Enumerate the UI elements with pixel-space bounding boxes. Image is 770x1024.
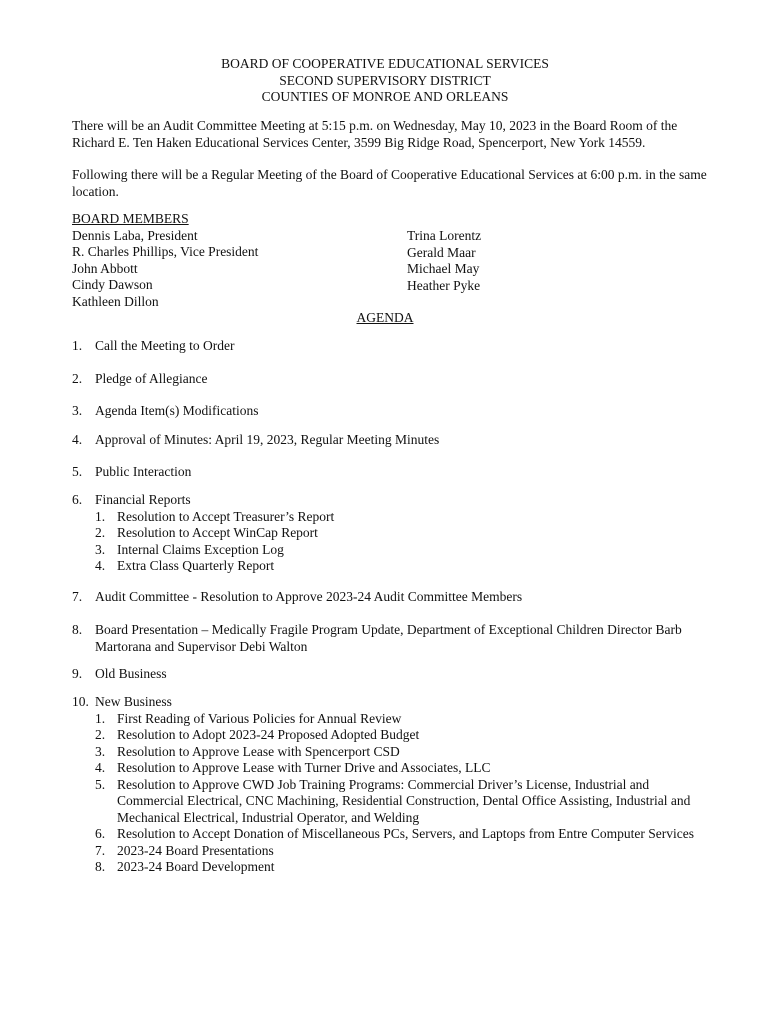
agenda-item-number: 10. [72, 694, 89, 709]
agenda-subitem [95, 826, 712, 843]
agenda-subitem-number: 1. [95, 508, 106, 524]
agenda-subitem [95, 760, 712, 777]
board-member: Michael May [407, 261, 480, 276]
header-line-2: SECOND SUPERVISORY DISTRICT [279, 72, 491, 88]
agenda-item-text: Old Business [95, 666, 167, 681]
agenda-item-text: Pledge of Allegiance [95, 371, 208, 386]
agenda-subitem-number: 8. [95, 859, 106, 874]
agenda-subitem-text: Resolution to Approve CWD Job Training Programs: Commercial Driver’s License, Industrial and Commercial Electrical, CNC Machining, Residential Construction, Dental Office Assisting, Industrial and Mechanical Electrical, Industrial Operator, and Welding [117, 776, 691, 825]
board-member: Kathleen Dillon [72, 293, 159, 309]
agenda-subitem [95, 509, 712, 526]
agenda-item-number: 4. [72, 432, 83, 447]
agenda-subitem-text: First Reading of Various Policies for Annual Review [117, 710, 402, 726]
agenda-item [72, 403, 712, 420]
agenda-subitem-number: 4. [95, 760, 106, 775]
board-member: Dennis Laba, President [72, 227, 198, 243]
board-members-right [407, 228, 481, 294]
audit-meeting-paragraph: There will be an Audit Committee Meeting at 5:15 p.m. on Wednesday, May 10, 2023 in the Board Room of the Richard E. Ten Haken Educational Services Center, 3599 Big Ridge Road, Spencerport, New York 14559. [72, 118, 678, 150]
agenda-subitem-number: 3. [95, 541, 106, 557]
agenda-subitem [95, 777, 712, 827]
agenda-subitem-text: Internal Claims Exception Log [117, 541, 284, 557]
agenda-item-text: Approval of Minutes: April 19, 2023, Regular Meeting Minutes [95, 432, 440, 447]
agenda-subitem-text: Resolution to Accept Donation of Miscellaneous PCs, Servers, and Laptops from Entre Computer Services [117, 826, 695, 841]
agenda-subitem [95, 727, 712, 744]
agenda-subitem-text: Resolution to Accept WinCap Report [117, 525, 318, 540]
agenda-subitem [95, 542, 712, 559]
agenda-subitem [95, 843, 712, 860]
agenda-subitem [95, 711, 712, 728]
agenda-item-number: 9. [72, 666, 83, 681]
agenda-item-number: 6. [72, 492, 83, 507]
agenda-item [72, 589, 712, 606]
agenda-subitem-text: 2023-24 Board Presentations [117, 842, 274, 858]
agenda-subitem-number: 1. [95, 710, 106, 726]
board-member: Heather Pyke [407, 277, 481, 293]
agenda-subitem-text: Resolution to Approve Lease with Turner Drive and Associates, LLC [117, 760, 491, 775]
agenda-subitem [95, 558, 712, 575]
agenda-item [72, 371, 712, 388]
agenda-title: AGENDA [356, 310, 414, 325]
agenda-subitem-number: 2. [95, 727, 106, 742]
agenda-item-number: 2. [72, 371, 83, 386]
agenda-subitem-number: 5. [95, 776, 106, 792]
board-members-title: BOARD MEMBERS [72, 211, 189, 226]
agenda-subitem-number: 4. [95, 558, 106, 573]
agenda-subitem [95, 744, 712, 761]
agenda-subitem-number: 6. [95, 826, 106, 841]
agenda-subitem-text: Resolution to Approve Lease with Spencerport CSD [117, 743, 400, 759]
agenda-item-text: Call the Meeting to Order [95, 338, 235, 353]
agenda-item-number: 5. [72, 464, 83, 479]
agenda-subitem-text: Resolution to Adopt 2023-24 Proposed Adopted Budget [117, 727, 420, 742]
agenda-item-text: Audit Committee - Resolution to Approve 2023-24 Audit Committee Members [95, 589, 523, 604]
agenda-subitem-text: Resolution to Accept Treasurer’s Report [117, 508, 335, 524]
agenda-item [72, 492, 712, 575]
agenda-subitem-text: Extra Class Quarterly Report [117, 558, 275, 573]
agenda-item [72, 464, 712, 481]
board-member: John Abbott [72, 260, 138, 276]
agenda-item [72, 338, 712, 355]
agenda-item [72, 432, 712, 449]
agenda-item-text: Agenda Item(s) Modifications [95, 403, 259, 418]
agenda-item-number: 3. [72, 403, 83, 418]
agenda-subitem [95, 859, 712, 876]
board-member: R. Charles Phillips, Vice President [72, 244, 259, 259]
agenda-item [72, 622, 712, 655]
board-member: Gerald Maar [407, 244, 476, 260]
header-line-1: BOARD OF COOPERATIVE EDUCATIONAL SERVICES [221, 56, 549, 71]
agenda-item [72, 666, 712, 683]
agenda-subitem-number: 2. [95, 525, 106, 540]
agenda-item-text: Board Presentation – Medically Fragile Program Update, Department of Exceptional Children Director Barb Martorana and Supervisor Debi Walton [95, 622, 682, 654]
agenda-item [72, 694, 712, 876]
agenda-item-text: Financial Reports [95, 492, 191, 507]
agenda-subitem-number: 7. [95, 842, 106, 858]
agenda-subitem [95, 525, 712, 542]
board-member: Trina Lorentz [407, 228, 482, 243]
board-members-left [72, 211, 258, 310]
document-header [0, 56, 770, 106]
board-member: Cindy Dawson [72, 277, 153, 292]
agenda-item-number: 1. [72, 338, 83, 353]
agenda-subitem-number: 3. [95, 743, 106, 759]
agenda-item-text: New Business [95, 694, 172, 709]
agenda-item-number: 8. [72, 622, 83, 637]
header-line-3: COUNTIES OF MONROE AND ORLEANS [261, 89, 509, 104]
agenda-subitem-text: 2023-24 Board Development [117, 859, 275, 874]
agenda-item-text: Public Interaction [95, 464, 192, 479]
agenda-item-number: 7. [72, 589, 83, 604]
regular-meeting-paragraph: Following there will be a Regular Meeting of the Board of Cooperative Educational Services at 6:00 p.m. in the same location. [72, 167, 707, 199]
